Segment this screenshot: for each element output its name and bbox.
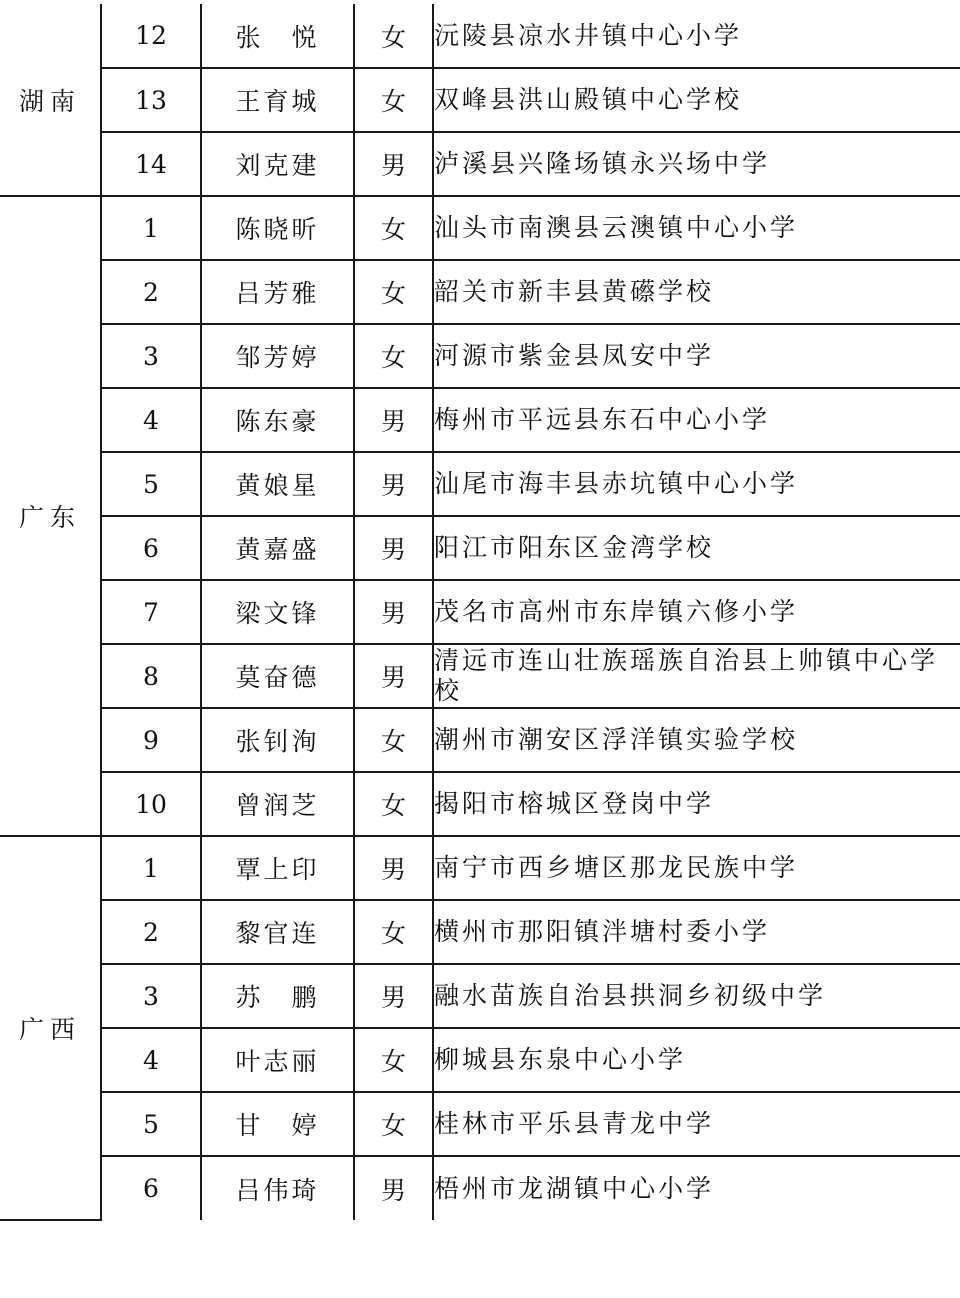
school-cell: 沅陵县凉水井镇中心小学 [433,4,960,68]
number-cell: 7 [101,580,201,644]
number-cell: 3 [101,964,201,1028]
table-row [0,1092,960,1156]
gender-cell: 男 [354,388,433,452]
school-cell: 融水苗族自治县拱洞乡初级中学 [433,964,960,1028]
gender-cell: 女 [354,68,433,132]
gender-cell: 男 [354,452,433,516]
number-cell: 10 [101,772,201,836]
gender-cell: 女 [354,900,433,964]
gender-cell: 女 [354,708,433,772]
name-cell: 曾润芝 [201,772,354,836]
table-row [0,1156,960,1220]
number-cell: 1 [101,836,201,900]
table-row [0,324,960,388]
school-cell: 桂林市平乐县青龙中学 [433,1092,960,1156]
table-row [0,68,960,132]
gender-cell: 男 [354,132,433,196]
gender-cell: 男 [354,516,433,580]
table-row [0,644,960,708]
school-cell: 清远市连山壮族瑶族自治县上帅镇中心学校 [433,644,960,708]
school-cell: 柳城县东泉中心小学 [433,1028,960,1092]
roster-body [0,4,960,1220]
name-cell: 张 悦 [201,4,354,68]
name-cell: 刘克建 [201,132,354,196]
number-cell: 13 [101,68,201,132]
school-cell: 揭阳市榕城区登岗中学 [433,772,960,836]
number-cell: 4 [101,1028,201,1092]
table-row [0,452,960,516]
number-cell: 5 [101,1092,201,1156]
gender-cell: 女 [354,772,433,836]
table-row [0,580,960,644]
name-cell: 王育城 [201,68,354,132]
number-cell: 8 [101,644,201,708]
number-cell: 9 [101,708,201,772]
name-cell: 邹芳婷 [201,324,354,388]
name-cell: 吕伟琦 [201,1156,354,1220]
number-cell: 6 [101,1156,201,1220]
name-cell: 陈晓昕 [201,196,354,260]
name-cell: 黄娘星 [201,452,354,516]
name-cell: 黄嘉盛 [201,516,354,580]
name-cell: 苏 鹏 [201,964,354,1028]
name-cell: 叶志丽 [201,1028,354,1092]
table-row [0,1028,960,1092]
number-cell: 2 [101,900,201,964]
school-cell: 横州市那阳镇泮塘村委小学 [433,900,960,964]
name-cell: 黎官连 [201,900,354,964]
table-row [0,260,960,324]
gender-cell: 女 [354,1092,433,1156]
name-cell: 覃上印 [201,836,354,900]
table-row [0,196,960,260]
name-cell: 莫奋德 [201,644,354,708]
number-cell: 14 [101,132,201,196]
table-row [0,132,960,196]
table-row [0,900,960,964]
name-cell: 陈东豪 [201,388,354,452]
number-cell: 2 [101,260,201,324]
table-row [0,4,960,68]
school-cell: 河源市紫金县凤安中学 [433,324,960,388]
gender-cell: 男 [354,836,433,900]
table-row [0,772,960,836]
school-cell: 汕尾市海丰县赤坑镇中心小学 [433,452,960,516]
table-row [0,388,960,452]
school-cell: 泸溪县兴隆场镇永兴场中学 [433,132,960,196]
number-cell: 4 [101,388,201,452]
gender-cell: 女 [354,196,433,260]
table-row [0,836,960,900]
number-cell: 1 [101,196,201,260]
school-cell: 韶关市新丰县黄礤学校 [433,260,960,324]
number-cell: 3 [101,324,201,388]
number-cell: 6 [101,516,201,580]
school-cell: 汕头市南澳县云澳镇中心小学 [433,196,960,260]
award-roster-table [0,4,960,1221]
name-cell: 张钊洵 [201,708,354,772]
school-cell: 潮州市潮安区浮洋镇实验学校 [433,708,960,772]
name-cell: 吕芳雅 [201,260,354,324]
province-cell: 湖南 [0,4,101,196]
school-cell: 茂名市高州市东岸镇六修小学 [433,580,960,644]
name-cell: 甘 婷 [201,1092,354,1156]
number-cell: 5 [101,452,201,516]
gender-cell: 男 [354,1156,433,1220]
gender-cell: 女 [354,260,433,324]
name-cell: 梁文锋 [201,580,354,644]
gender-cell: 男 [354,644,433,708]
table-row [0,964,960,1028]
table-row [0,516,960,580]
gender-cell: 男 [354,964,433,1028]
province-cell: 广东 [0,196,101,836]
gender-cell: 女 [354,4,433,68]
school-cell: 梅州市平远县东石中心小学 [433,388,960,452]
school-cell: 双峰县洪山殿镇中心学校 [433,68,960,132]
school-cell: 阳江市阳东区金湾学校 [433,516,960,580]
province-cell: 广西 [0,836,101,1220]
gender-cell: 女 [354,324,433,388]
school-cell: 南宁市西乡塘区那龙民族中学 [433,836,960,900]
gender-cell: 女 [354,1028,433,1092]
gender-cell: 男 [354,580,433,644]
table-row [0,708,960,772]
school-cell: 梧州市龙湖镇中心小学 [433,1156,960,1220]
number-cell: 12 [101,4,201,68]
